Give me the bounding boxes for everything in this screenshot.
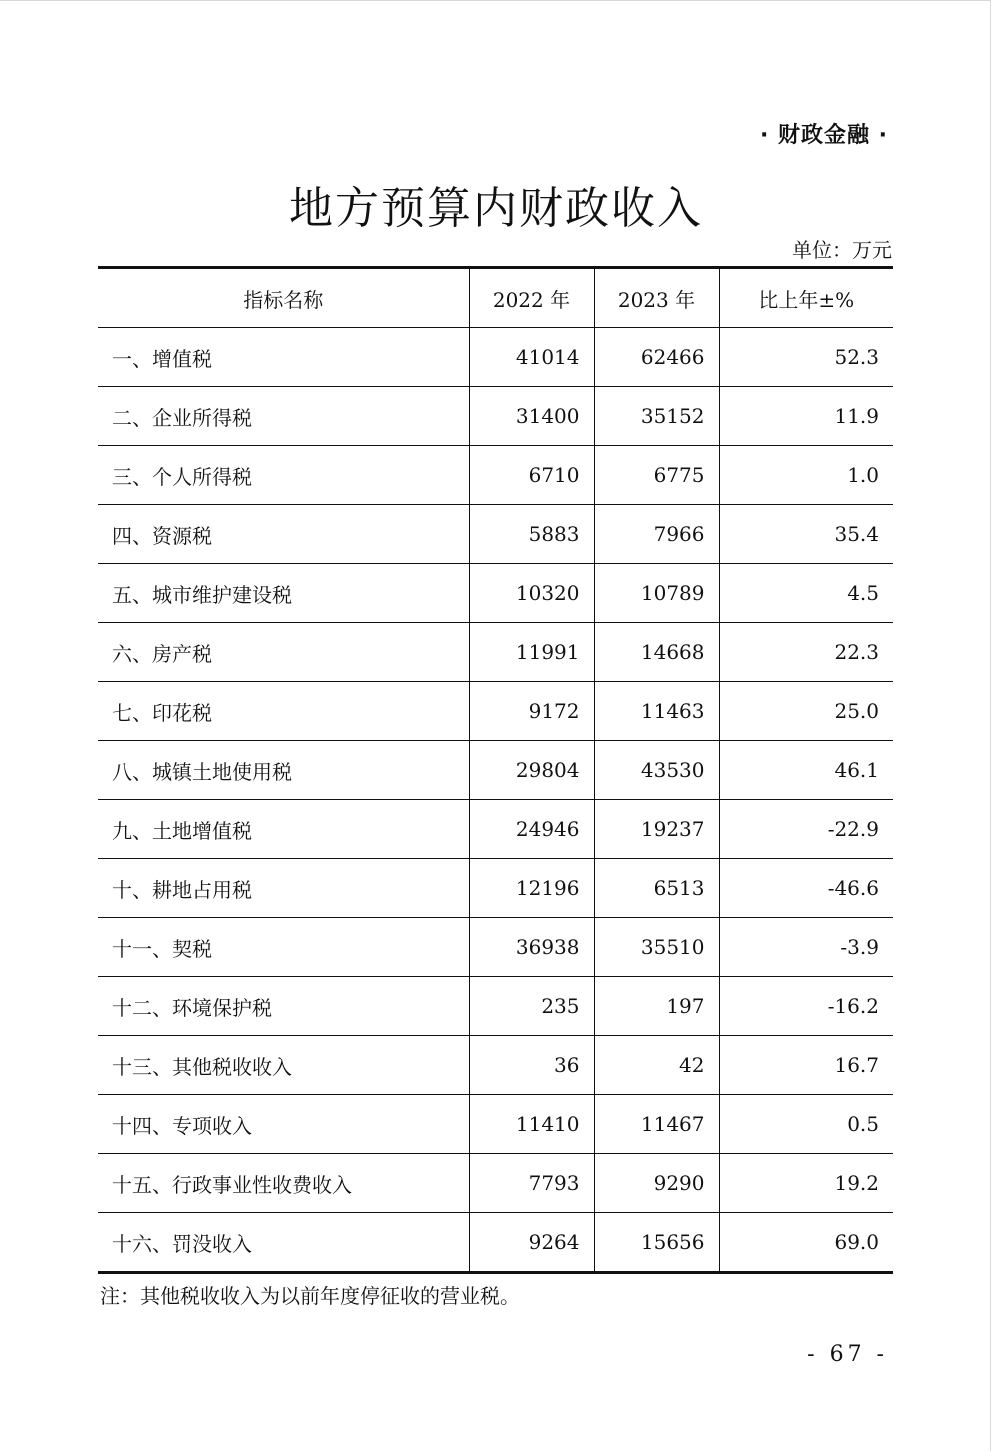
table-row <box>98 1154 893 1213</box>
row-2023: 9290 <box>594 1154 719 1213</box>
row-change: 25.0 <box>719 682 893 741</box>
table-row <box>98 623 893 682</box>
row-name: 一、增值税 <box>98 328 469 387</box>
row-change: 11.9 <box>719 387 893 446</box>
header-change: 比上年±% <box>719 268 893 328</box>
row-2022: 10320 <box>469 564 594 623</box>
table-row <box>98 446 893 505</box>
row-change: 22.3 <box>719 623 893 682</box>
table-row <box>98 682 893 741</box>
row-name: 四、资源税 <box>98 505 469 564</box>
row-2023: 35152 <box>594 387 719 446</box>
row-2023: 10789 <box>594 564 719 623</box>
row-name: 十、耕地占用税 <box>98 859 469 918</box>
table-header-row <box>98 268 893 328</box>
row-name: 二、企业所得税 <box>98 387 469 446</box>
row-2022: 12196 <box>469 859 594 918</box>
row-name: 十一、契税 <box>98 918 469 977</box>
row-2023: 197 <box>594 977 719 1036</box>
row-2022: 41014 <box>469 328 594 387</box>
row-name: 六、房产税 <box>98 623 469 682</box>
row-name: 十三、其他税收收入 <box>98 1036 469 1095</box>
row-name: 七、印花税 <box>98 682 469 741</box>
row-2023: 6513 <box>594 859 719 918</box>
row-2023: 11463 <box>594 682 719 741</box>
row-change: -16.2 <box>719 977 893 1036</box>
table-row <box>98 1213 893 1273</box>
table-row <box>98 1095 893 1154</box>
row-2022: 6710 <box>469 446 594 505</box>
row-2022: 29804 <box>469 741 594 800</box>
row-change: 35.4 <box>719 505 893 564</box>
row-2023: 42 <box>594 1036 719 1095</box>
table-row <box>98 328 893 387</box>
row-2023: 43530 <box>594 741 719 800</box>
row-2022: 11410 <box>469 1095 594 1154</box>
footnote: 注：其他税收收入为以前年度停征收的营业税。 <box>100 1284 520 1308</box>
row-2023: 35510 <box>594 918 719 977</box>
row-2023: 14668 <box>594 623 719 682</box>
row-2022: 36 <box>469 1036 594 1095</box>
row-change: 1.0 <box>719 446 893 505</box>
row-name: 十二、环境保护税 <box>98 977 469 1036</box>
row-2022: 5883 <box>469 505 594 564</box>
header-indicator: 指标名称 <box>98 268 469 328</box>
row-2023: 6775 <box>594 446 719 505</box>
table-row <box>98 1036 893 1095</box>
row-2022: 24946 <box>469 800 594 859</box>
row-name: 十六、罚没收入 <box>112 1231 252 1256</box>
row-change: -22.9 <box>719 800 893 859</box>
table-row <box>98 918 893 977</box>
row-change: 46.1 <box>719 741 893 800</box>
table-row <box>98 977 893 1036</box>
row-change: -46.6 <box>719 859 893 918</box>
page-number: - 67 - <box>807 1342 888 1367</box>
table-row <box>98 859 893 918</box>
row-name: 三、个人所得税 <box>98 446 469 505</box>
row-2023: 62466 <box>594 328 719 387</box>
table-row <box>98 741 893 800</box>
row-2022: 36938 <box>469 918 594 977</box>
row-2022: 11991 <box>469 623 594 682</box>
row-change: 0.5 <box>719 1095 893 1154</box>
row-name: 五、城市维护建设税 <box>98 564 469 623</box>
row-name: 十五、行政事业性收费收入 <box>98 1154 469 1213</box>
revenue-table <box>98 266 893 1274</box>
row-2023: 15656 <box>594 1213 719 1273</box>
row-change: 19.2 <box>719 1154 893 1213</box>
row-change: 4.5 <box>719 564 893 623</box>
row-2023: 7966 <box>594 505 719 564</box>
page-title: 地方预算内财政收入 <box>289 183 703 234</box>
table-row <box>98 800 893 859</box>
row-change: 16.7 <box>719 1036 893 1095</box>
row-change: -3.9 <box>719 918 893 977</box>
row-2022: 235 <box>469 977 594 1036</box>
row-name: 九、土地增值税 <box>98 800 469 859</box>
row-2023: 19237 <box>594 800 719 859</box>
row-2022: 7793 <box>469 1154 594 1213</box>
row-change: 52.3 <box>719 328 893 387</box>
table-row <box>98 505 893 564</box>
row-2022: 9264 <box>469 1213 594 1273</box>
row-name: 十四、专项收入 <box>98 1095 469 1154</box>
row-name: 八、城镇土地使用税 <box>98 741 469 800</box>
row-2022: 31400 <box>469 387 594 446</box>
header-2023: 2023 年 <box>594 268 719 328</box>
section-header: · 财政金融 · <box>759 123 888 148</box>
unit-label: 单位：万元 <box>792 238 892 262</box>
row-change: 69.0 <box>719 1213 893 1273</box>
table-row <box>98 564 893 623</box>
table-row <box>98 387 893 446</box>
row-2022: 9172 <box>469 682 594 741</box>
row-2023: 11467 <box>594 1095 719 1154</box>
header-2022: 2022 年 <box>469 268 594 328</box>
